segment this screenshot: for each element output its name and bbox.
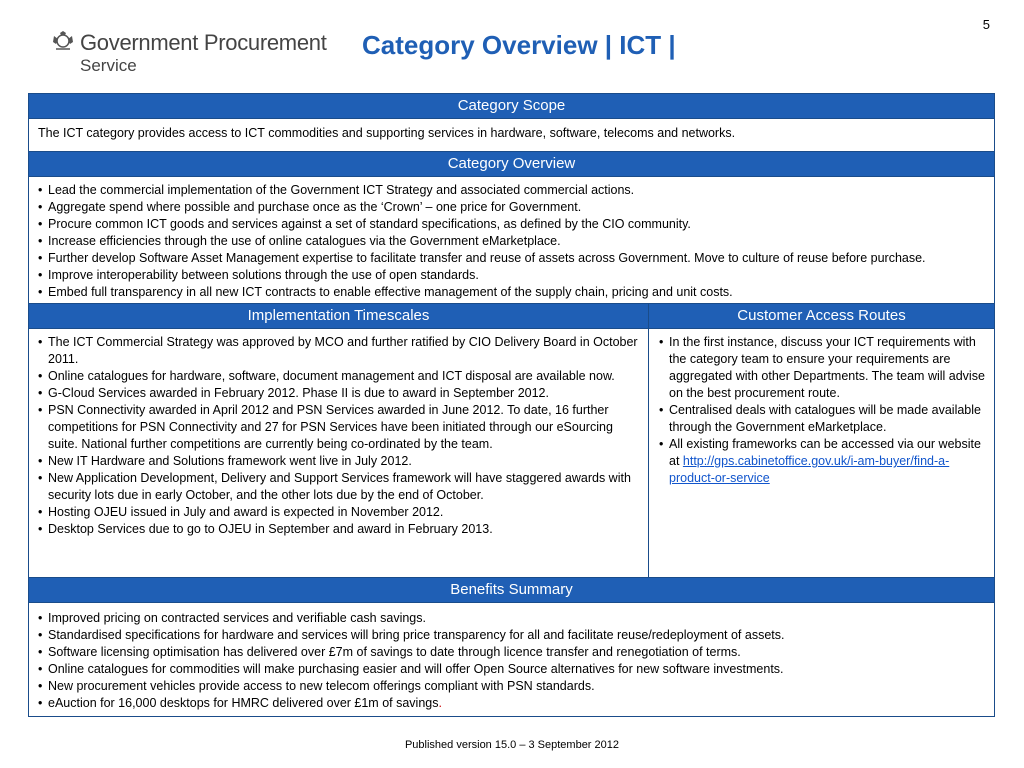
- benefits-last-item-text: eAuction for 16,000 desktops for HMRC delivered over £1m of savings: [48, 696, 439, 710]
- timescales-routes-row: [29, 304, 994, 578]
- list-item: • Improved pricing on contracted services and verifiable cash savings.: [36, 610, 985, 627]
- list-item: • Procure common ICT goods and services against a set of standard specifications, as defined by the CIO community.: [36, 216, 985, 233]
- timescales-column: [29, 304, 649, 577]
- overview-list: [36, 182, 985, 301]
- list-item: • Desktop Services due to go to OJEU in September and award in February 2013.: [36, 521, 642, 538]
- list-item: • Hosting OJEU issued in July and award is expected in November 2012.: [36, 504, 642, 521]
- list-item: • Embed full transparency in all new ICT contracts to enable effective management of the supply chain, pricing and unit costs.: [36, 284, 985, 301]
- list-item: • In the first instance, discuss your ICT requirements with the category team to ensure your requirements are aggregated with other Departments. The team will advise on the best procurement route.: [657, 334, 988, 402]
- benefits-last-item-suffix: .: [438, 696, 442, 710]
- list-item: • New procurement vehicles provide access to new telecom offerings compliant with PSN standards.: [36, 678, 985, 695]
- benefits-section: [29, 603, 994, 716]
- routes-section: [649, 329, 994, 490]
- overview-section: [29, 177, 994, 304]
- list-item: • Standardised specifications for hardware and services will bring price transparency for all and facilitate reuse/redeployment of assets.: [36, 627, 985, 644]
- routes-link-prefix: All existing frameworks can be accessed via our website at: [669, 437, 981, 468]
- overview-header: Category Overview: [29, 152, 994, 177]
- list-item: • Aggregate spend where possible and purchase once as the ‘Crown’ – one price for Government.: [36, 199, 985, 216]
- timescales-header: Implementation Timescales: [29, 304, 648, 329]
- routes-header: Customer Access Routes: [649, 304, 994, 329]
- list-item: • Online catalogues for commodities will make purchasing easier and will offer Open Source alternatives for new software investments.: [36, 661, 985, 678]
- list-item: • Centralised deals with catalogues will be made available through the Government eMarketplace.: [657, 402, 988, 436]
- page-title: Category Overview | ICT |: [362, 30, 676, 60]
- list-item: • Increase efficiencies through the use of online catalogues via the Government eMarketplace.: [36, 233, 985, 250]
- timescales-section: [29, 329, 648, 577]
- list-item: [657, 436, 988, 487]
- routes-list: [657, 334, 988, 487]
- content-frame: [28, 93, 995, 717]
- gps-logo: [50, 30, 350, 78]
- timescales-list: [36, 334, 642, 538]
- list-item: • Further develop Software Asset Management expertise to facilitate transfer and reuse of assets across Government. Move to culture of reuse before purchase.: [36, 250, 985, 267]
- gps-website-link[interactable]: http://gps.cabinetoffice.gov.uk/i-am-buyer/find-a-product-or-service: [669, 454, 950, 485]
- list-item: • Software licensing optimisation has delivered over £7m of savings to date through licence transfer and renegotiation of terms.: [36, 644, 985, 661]
- page-number: 5: [982, 17, 990, 32]
- list-item: [36, 695, 985, 712]
- list-item: • G-Cloud Services awarded in February 2012. Phase II is due to award in September 2012.: [36, 385, 642, 402]
- benefits-header: Benefits Summary: [29, 578, 994, 603]
- routes-column: [649, 304, 994, 577]
- logo-text-line1: Government Procurement: [80, 30, 327, 55]
- logo-text-line2: Service: [80, 56, 137, 75]
- list-item: • PSN Connectivity awarded in April 2012 and PSN Services awarded in June 2012. To date, 16 further competitions for PSN Connectivity and 27 for PSN Services have been initiated through our eSourcing suite. National further competitions are currently being co-ordinated by the team.: [36, 402, 642, 453]
- royal-crest-icon: [50, 30, 76, 52]
- list-item: • New IT Hardware and Solutions framework went live in July 2012.: [36, 453, 642, 470]
- list-item: • Online catalogues for hardware, software, document management and ICT disposal are available now.: [36, 368, 642, 385]
- list-item: • New Application Development, Delivery and Support Services framework will have staggered awards with security lots due in early October, and the other lots due by the end of October.: [36, 470, 642, 504]
- scope-text: The ICT category provides access to ICT commodities and supporting services in hardware, software, telecoms and networks.: [29, 119, 994, 152]
- list-item: • Lead the commercial implementation of the Government ICT Strategy and associated commercial actions.: [36, 182, 985, 199]
- footer-version: Published version 15.0 – 3 September 2012: [404, 739, 620, 751]
- list-item: • The ICT Commercial Strategy was approved by MCO and further ratified by CIO Delivery Board in October 2011.: [36, 334, 642, 368]
- scope-header: Category Scope: [29, 94, 994, 119]
- list-item: • Improve interoperability between solutions through the use of open standards.: [36, 267, 985, 284]
- benefits-list: [36, 610, 985, 712]
